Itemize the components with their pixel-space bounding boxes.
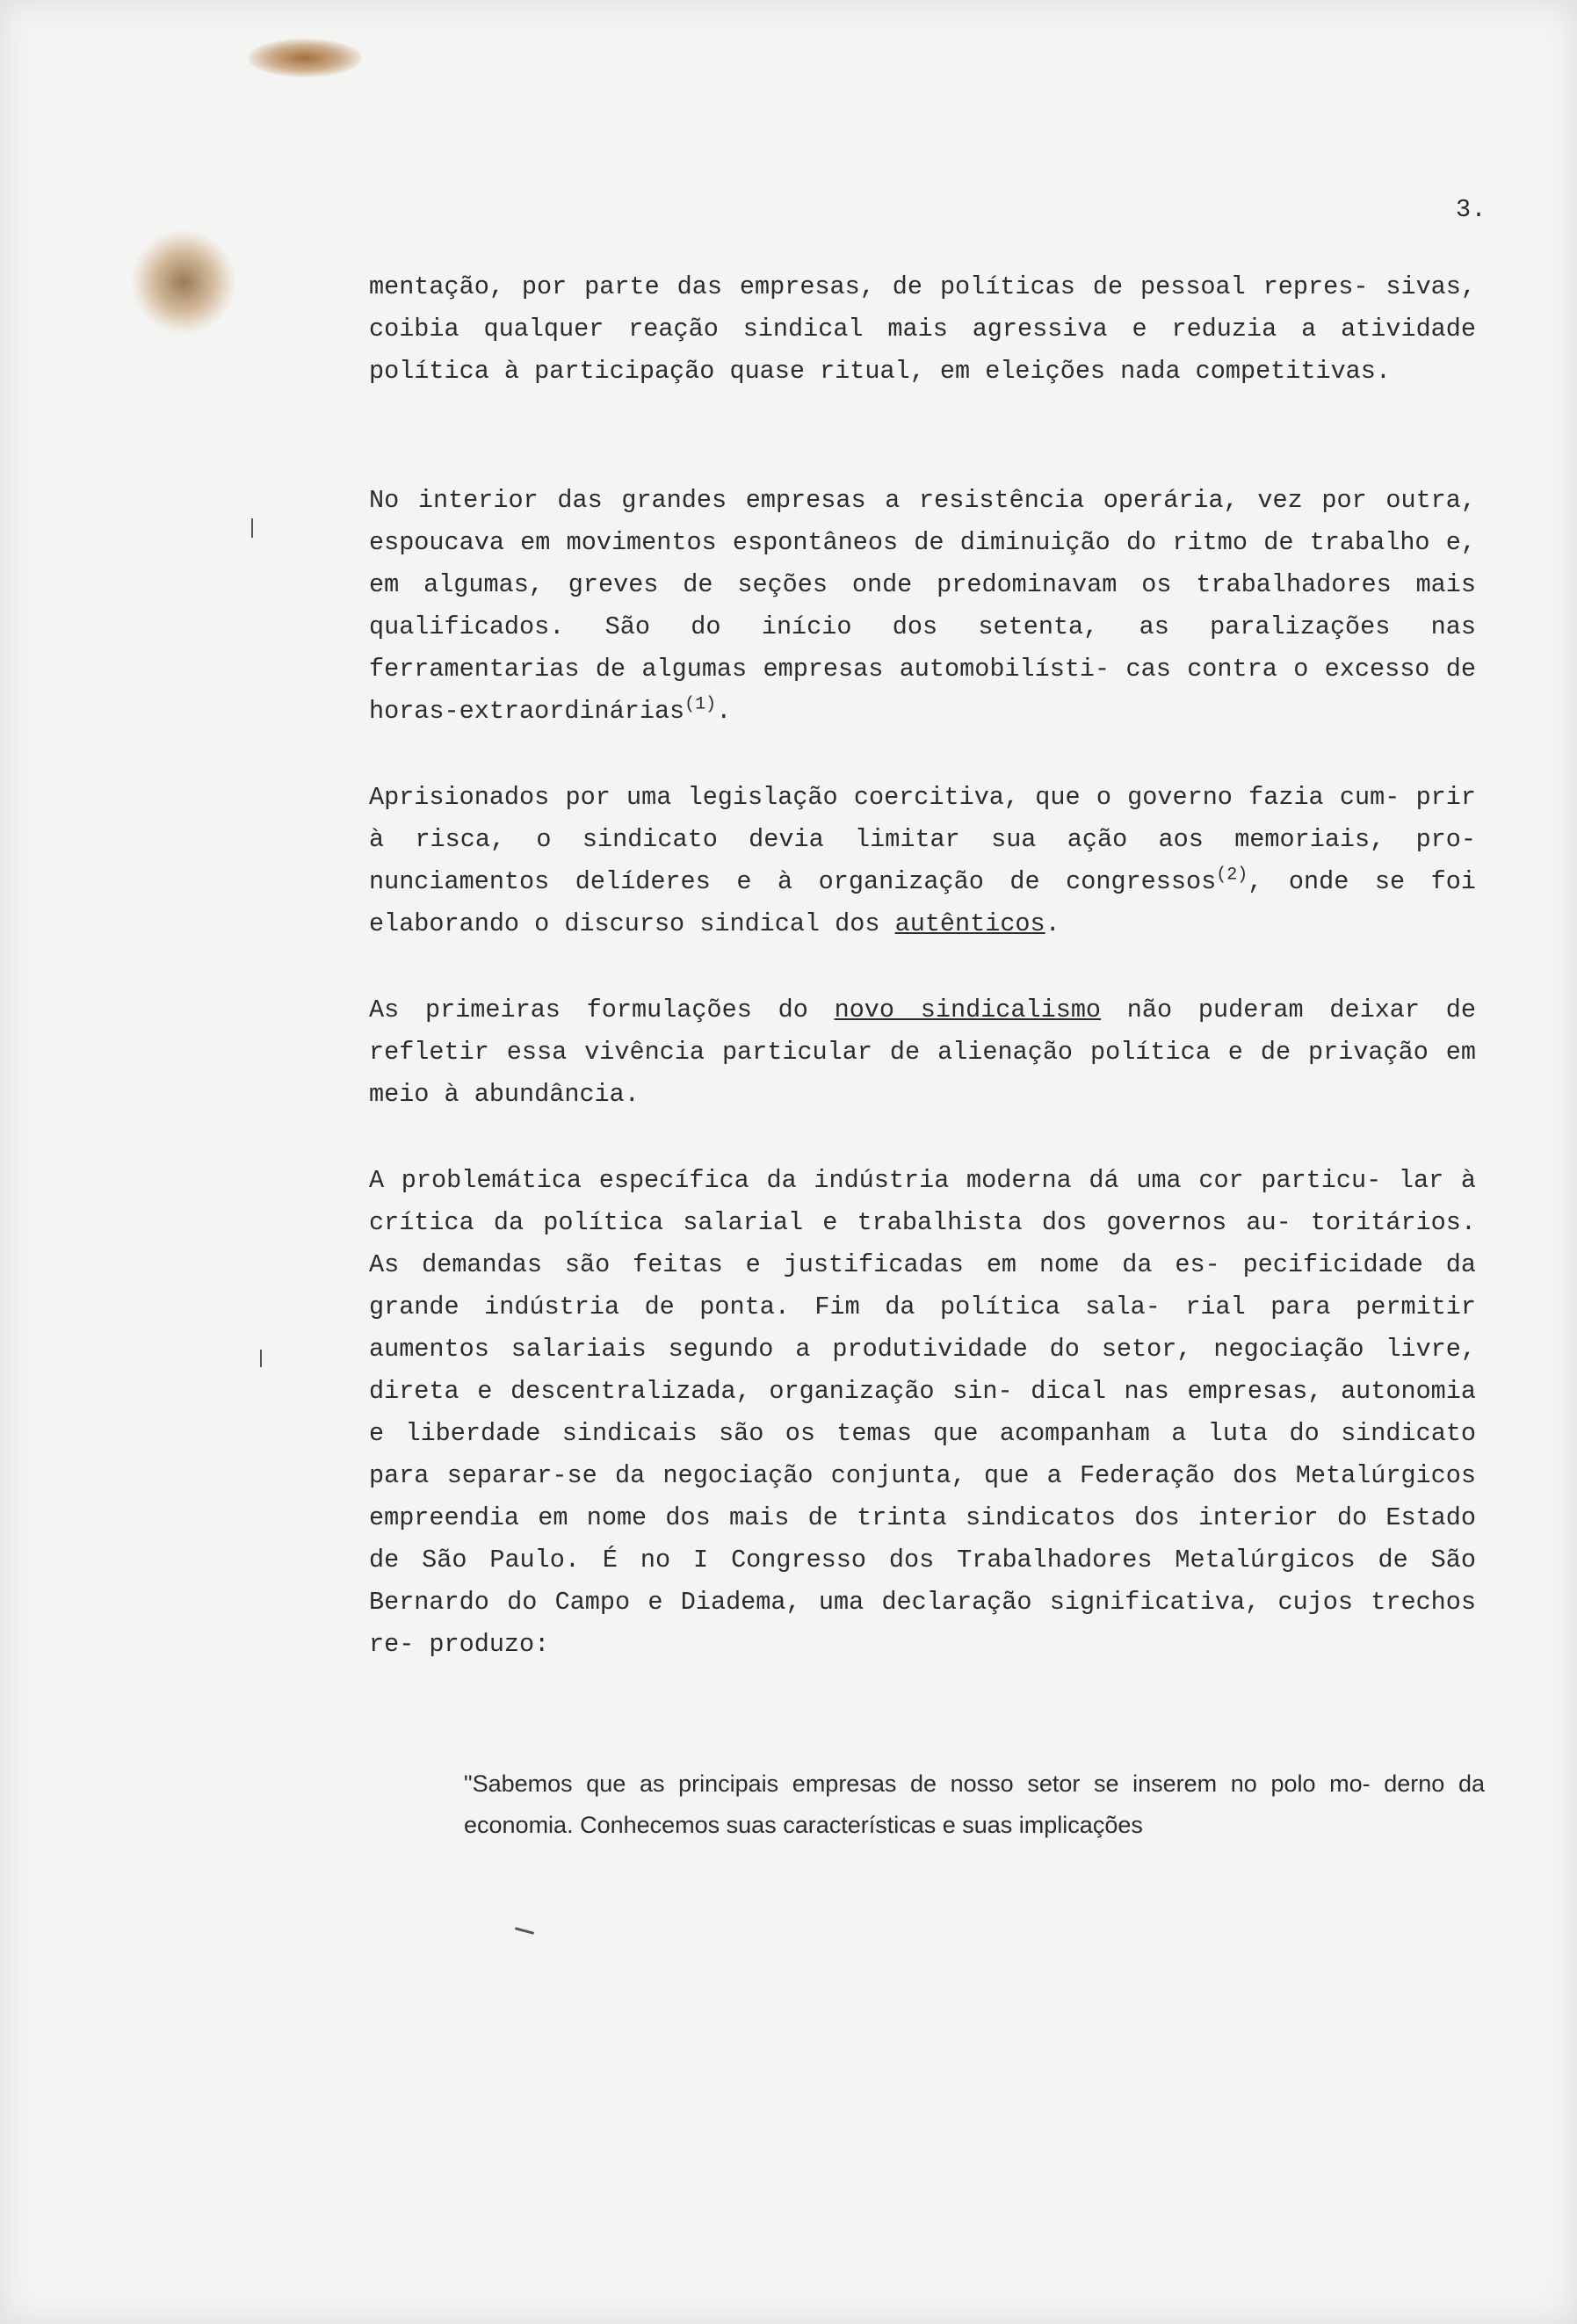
- footnote-ref: (1): [684, 694, 717, 715]
- paragraph-text: A problemática específica da indústria moderna dá uma cor particu- lar à crítica da política salarial e trabalhista dos governos au- toritários. As demandas são feitas e justificadas em nome da es- pecificidade da grande indústria de ponta. Fim da política sala- rial para permitir aumentos salariais segundo a produtividade do setor, negociação livre, direta e descentralizada, organização sin- dical nas empresas, autonomia e liberdade sindicais são os temas que acompanham a luta do sindicato para separar-se da negociação conjunta, que a Federação dos Metalúrgicos empreendia em nome dos mais de trinta sindicatos dos interior do Estado de São Paulo. É no I Congresso dos Trabalhadores Metalúrgicos de São Bernardo do Campo e Diadema, uma declaração significativa, cujos trechos re- produzo:: [369, 1166, 1476, 1659]
- paragraph-text: , onde se foi elaborando o discurso sindical dos: [369, 867, 1476, 938]
- paragraph-text: mentação, por parte das empresas, de políticas de pessoal repres- sivas, coibia qualquer reação sindical mais agressiva e reduzia a atividade política à participação quase ritual, em eleições nada competitivas.: [369, 272, 1476, 386]
- paragraph-text: .: [716, 697, 732, 726]
- paragraph-text: Aprisionados por uma legislação coercitiva, que o governo fazia cum- prir à risca, o sindicato devia limitar sua ação aos memoriais, pro- nunciamentos delíderes e à organização de congressos: [369, 783, 1476, 896]
- paragraph-text: .: [1045, 909, 1060, 938]
- paragraph: [369, 989, 1476, 1116]
- stray-mark: [260, 1350, 262, 1367]
- paragraph: [369, 266, 1476, 393]
- paragraph: [369, 1160, 1476, 1666]
- underlined-term: autênticos: [894, 909, 1045, 938]
- stray-mark: [515, 1927, 534, 1935]
- stain-mark: [132, 230, 235, 334]
- quote-text: "Sabemos que as principais empresas de nosso setor se inserem no polo mo- derno da economia. Conhecemos suas características e suas implicações: [464, 1770, 1485, 1838]
- paragraph: [369, 777, 1476, 945]
- paragraph-text: não puderam deixar de refletir essa vivência particular de alienação política e de privação em meio à abundância.: [369, 995, 1477, 1109]
- footnote-ref: (2): [1216, 865, 1248, 886]
- stain-mark: [248, 39, 362, 77]
- stray-mark: [251, 518, 253, 538]
- paragraph-text: No interior das grandes empresas a resistência operária, vez por outra, espoucava em movimentos espontâneos de diminuição do ritmo de trabalho e, em algumas, greves de seções onde predominavam os trabalhadores mais qualificados. São do início dos setenta, as paralizações nas ferramentarias de algumas empresas automobilísti- cas contra o excesso de horas-extraordinárias: [369, 486, 1476, 726]
- paragraph: [369, 480, 1476, 733]
- paragraph-text: As primeiras formulações do: [369, 995, 835, 1024]
- page-number: 3.: [1456, 195, 1487, 224]
- block-quote: [464, 1763, 1485, 1846]
- underlined-term: novo sindicalismo: [834, 995, 1102, 1024]
